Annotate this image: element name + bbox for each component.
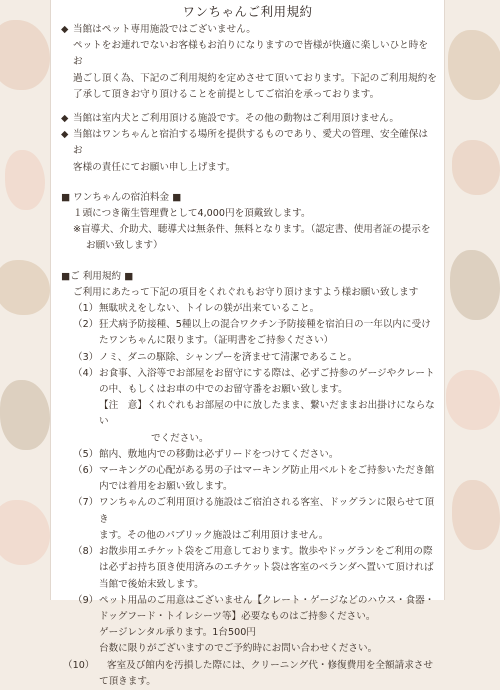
dog-silhouette-decoration <box>0 260 50 315</box>
fee-note-line: ※盲導犬、介助犬、聴導犬は無条件、無料となります。（認定書、使用者証の提示を <box>73 224 431 236</box>
rule-text: 客室及び館内を汚損した際には、クリーニング代・修復費用を全額請求させ <box>107 659 433 671</box>
rule-number: （10） <box>63 659 95 671</box>
rule-text: ワンちゃんのご利用頂ける施設はご宿泊される客室、ドッグランに限らせて頂き <box>99 497 435 525</box>
rule-caution-note-line: でください。 <box>151 432 209 444</box>
diamond-bullet-icon: ◆ <box>61 24 69 35</box>
diamond-bullet-icon: ◆ <box>61 129 69 141</box>
rule-item <box>61 544 437 560</box>
rule-text-line: の中、もしくはお車の中でのお留守番をお願い致します。 <box>99 384 348 396</box>
rule-caution-note: 【注 意】くれぐれもお部屋の中に放したまま、繋いだままお出掛けにならない <box>99 400 435 428</box>
intro-item-3 <box>61 127 437 159</box>
rule-item <box>61 317 437 333</box>
rule-text-line: ます。その他のパブリック施設はご利用頂けません。 <box>99 529 329 541</box>
rule-text-line: 台数に限りがございますのでご予約時にお問い合わせください。 <box>99 643 378 655</box>
rule-number: （6） <box>73 465 99 477</box>
rule-item <box>61 593 437 609</box>
diamond-bullet-icon: ◆ <box>61 113 69 125</box>
intro-item-2-text: 当館は室内犬とご利用頂ける施設です。その他の動物はご利用頂けません。 <box>73 113 399 125</box>
rule-text: お散歩用エチケット袋をご用意しております。散歩やドッグランをご利用の際 <box>99 546 433 558</box>
rule-item <box>61 366 437 382</box>
rule-number: （8） <box>73 546 99 558</box>
rule-number: （3） <box>73 351 99 363</box>
terms-panel <box>50 0 445 687</box>
dog-silhouette-decoration <box>5 150 45 210</box>
rules-intro: ご利用にあたって下記の項目をくれぐれもお守り頂けますよう様お願い致します <box>73 286 419 298</box>
rule-item <box>61 447 437 463</box>
rule-number: （7） <box>73 497 99 509</box>
dog-silhouette-decoration <box>448 30 500 100</box>
rule-item <box>61 463 437 479</box>
dog-silhouette-decoration <box>0 380 50 450</box>
intro-item-3-text-line: 客様の責任にてお願い申し上げます。 <box>73 161 236 173</box>
dog-silhouette-decoration <box>450 250 500 320</box>
rule-text-line: ゲージレンタル承ります。1台500円 <box>99 627 256 639</box>
rule-number: （9） <box>73 594 99 606</box>
rule-text: お食事、入浴等でお部屋をお留守にする際は、必ずご持参のゲージやクレート <box>99 367 435 379</box>
fee-note-line: お願い致します） <box>86 240 163 252</box>
rule-text: ペット用品のご用意はございません【クレート・ゲージなどのハウス・食器・ <box>99 594 435 606</box>
intro-item-2 <box>61 111 437 127</box>
page-title: ワンちゃんご利用規約 <box>182 4 313 19</box>
rule-text: 狂犬病予防接種、5種以上の混合ワクチン予防接種を宿泊日の一年以内に受け <box>99 319 431 331</box>
intro-item-1-body-line: 了承して頂きお守り頂けることを前提としてご宿泊を承っております。 <box>73 88 380 100</box>
intro-item-1-title: 当館はペット専用施設ではございません。 <box>73 24 256 35</box>
rule-text: 館内、敷地内での移動は必ずリードをつけてください。 <box>99 448 339 460</box>
rule-number: （1） <box>73 303 99 315</box>
dog-silhouette-decoration <box>452 480 500 550</box>
rule-number: （5） <box>73 448 99 460</box>
rules-heading: ■ご 利用規約 ■ <box>61 270 134 282</box>
rule-text: ノミ、ダニの駆除、シャンプーを済ませて清潔であること。 <box>99 351 358 363</box>
rule-text-line: は必ずお持ち頂き使用済みのエチケット袋は客室のベランダへ置いて頂ければ <box>99 562 434 574</box>
rule-number: （4） <box>73 367 99 379</box>
dog-silhouette-decoration <box>446 370 500 430</box>
rule-item <box>61 658 437 674</box>
rule-number: （2） <box>73 319 99 331</box>
rule-item <box>61 301 437 317</box>
rule-text-line: ドッグフード・トイレシーツ等】必要なものはご持参ください。 <box>99 610 376 622</box>
fee-line: １頭につき衛生管理費として4,000円を頂戴致します。 <box>73 208 311 220</box>
rule-text-line: 内では着用をお願い致します。 <box>99 481 233 493</box>
intro-item-3-text: 当館はワンちゃんと宿泊する場所を提供するものであり、愛犬の管理、安全確保はお <box>73 129 428 157</box>
rule-text-line: 当館で後始末致します。 <box>99 578 204 590</box>
terms-content <box>61 22 437 690</box>
dog-silhouette-decoration <box>0 20 50 90</box>
dog-silhouette-decoration <box>0 500 50 565</box>
rule-text: マーキングの心配がある男の子はマーキング防止用ベルトをご持参いただき館 <box>99 465 435 477</box>
fee-heading: ■ ワンちゃんの宿泊料金 ■ <box>61 191 182 203</box>
rule-text-line: て頂きます。 <box>99 675 156 687</box>
rule-text: 無駄吠えをしない、トイレの躾が出来ていること。 <box>99 303 320 315</box>
intro-item-1-body-line: ペットをお連れでないお客様もお泊りになりますので皆様が快適に楽しいひと時をお <box>73 40 428 68</box>
rule-item <box>61 495 437 527</box>
rule-text-line: たワンちゃんに限ります。（証明書をご持参ください） <box>99 335 334 347</box>
dog-silhouette-decoration <box>452 140 500 195</box>
rule-item <box>61 350 437 366</box>
intro-item-1 <box>61 22 437 38</box>
intro-item-1-body-line: 過ごし頂く為、下記のご利用規約を定めさせて頂いております。下記のご利用規約を <box>73 72 437 84</box>
